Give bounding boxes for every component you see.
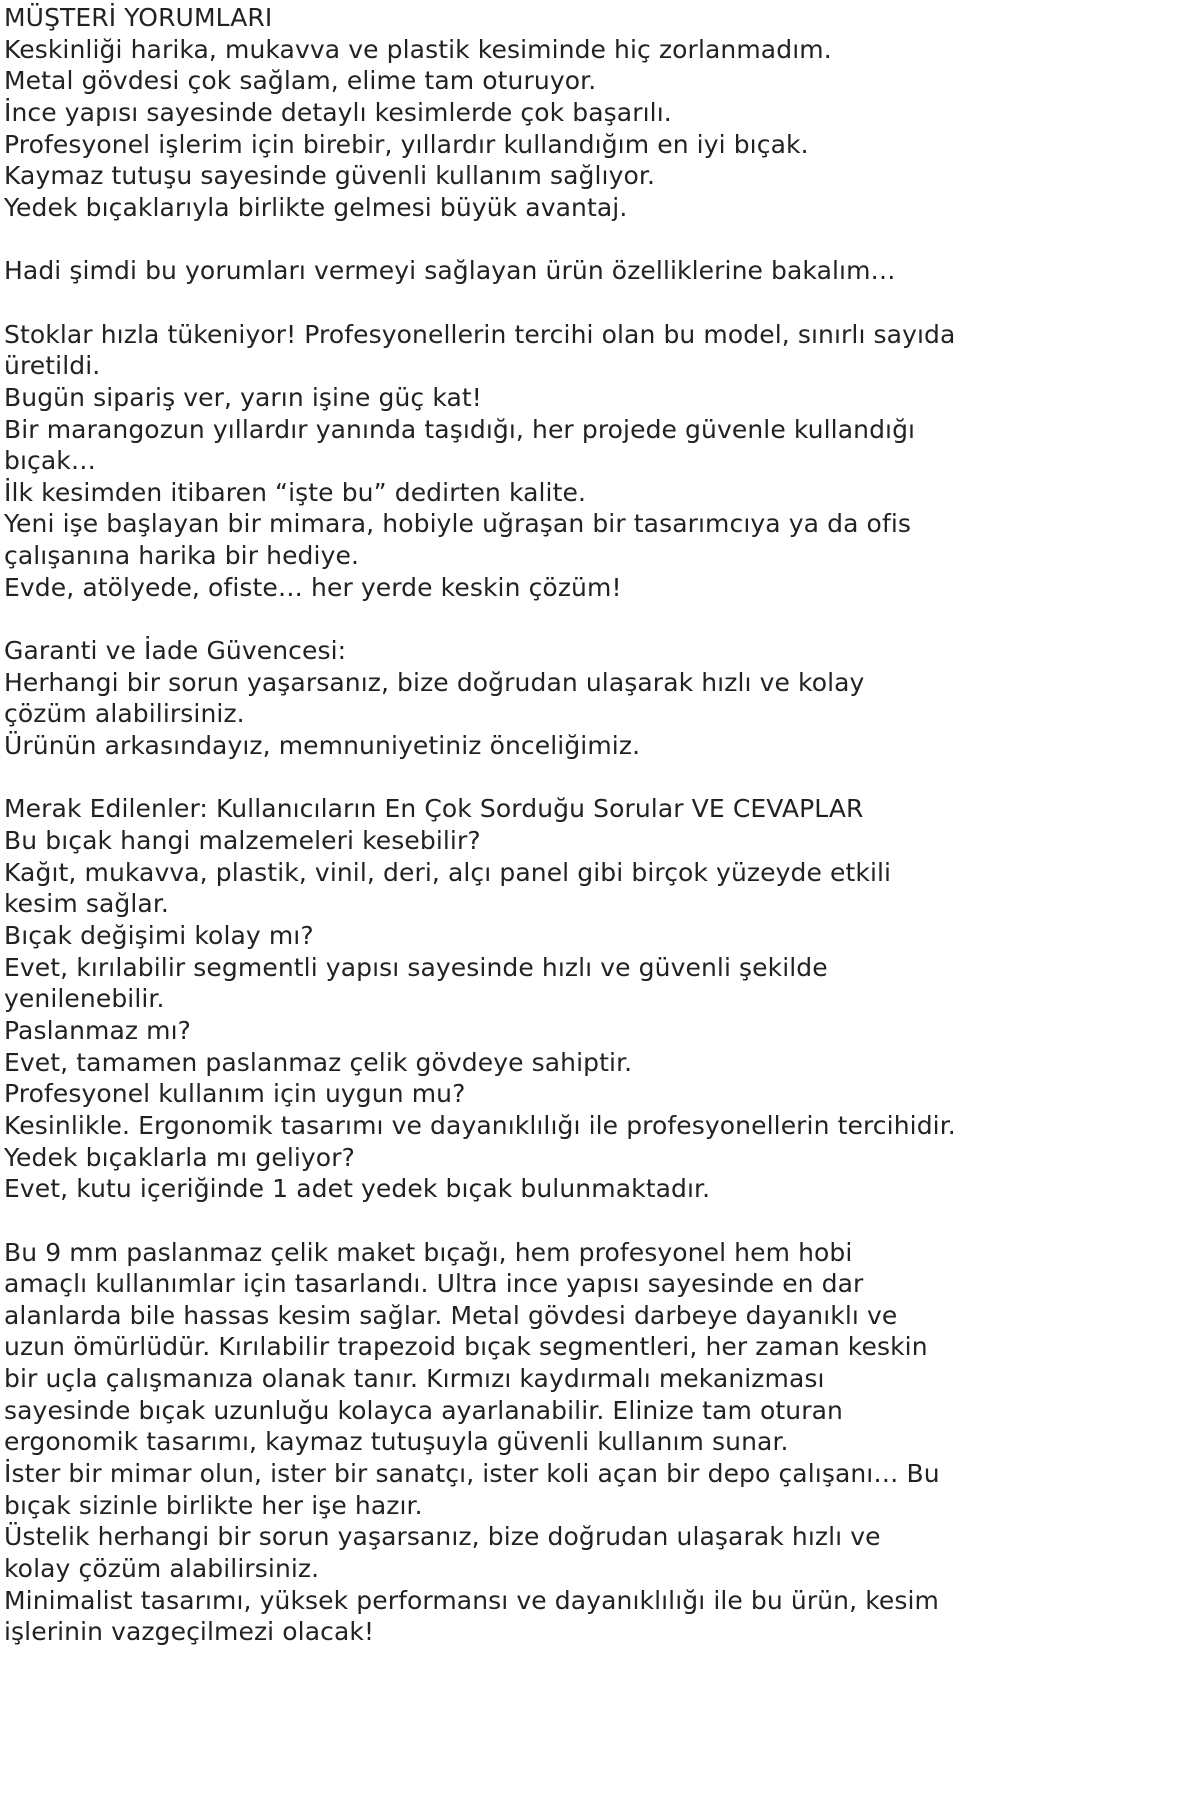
text-line: Evde, atölyede, ofiste… her yerde keskin çözüm! — [4, 572, 622, 602]
text-line: Bir marangozun yıllardır yanında taşıdığı, her projede güvenle kullandığı — [4, 414, 916, 444]
text-line: Minimalist tasarımı, yüksek performansı ve dayanıklılığı ile bu ürün, kesim — [4, 1585, 939, 1615]
text-line: Profesyonel işlerim için birebir, yıllardır kullandığım en iyi bıçak. — [4, 129, 809, 159]
text-line: Kesinlikle. Ergonomik tasarımı ve dayanıklılığı ile profesyonellerin tercihidir. — [4, 1110, 956, 1140]
section-customer-reviews — [4, 2, 1190, 224]
text-line: Metal gövdesi çok sağlam, elime tam oturuyor. — [4, 66, 597, 96]
text-line: Yeni işe başlayan bir mimara, hobiyle uğraşan bir tasarımcıya ya da ofis — [4, 509, 912, 539]
text-line: Keskinliği harika, mukavva ve plastik kesiminde hiç zorlanmadım. — [4, 34, 832, 64]
text-line: kolay çözüm alabilirsiniz. — [4, 1554, 320, 1584]
text-line: İster bir mimar olun, ister bir sanatçı, ister koli açan bir depo çalışanı… Bu — [4, 1459, 940, 1489]
text-line: Evet, tamamen paslanmaz çelik gövdeye sahiptir. — [4, 1047, 633, 1077]
text-line: Merak Edilenler: Kullanıcıların En Çok Sorduğu Sorular VE CEVAPLAR — [4, 794, 864, 824]
text-line: Bu bıçak hangi malzemeleri kesebilir? — [4, 826, 481, 855]
text-line: Hadi şimdi bu yorumları vermeyi sağlayan ürün özelliklerine bakalım… — [4, 256, 896, 286]
text-line: kesim sağlar. — [4, 889, 169, 919]
text-line: işlerinin vazgeçilmezi olacak! — [4, 1617, 375, 1647]
text-line: Paslanmaz mı? — [4, 1015, 192, 1045]
text-line: alanlarda bile hassas kesim sağlar. Metal gövdesi darbeye dayanıklı ve — [4, 1300, 898, 1330]
text-line: İnce yapısı sayesinde detaylı kesimlerde çok başarılı. — [4, 97, 672, 127]
section-product-details — [4, 1237, 1190, 1649]
text-line: ergonomik tasarımı, kaymaz tutuşuyla güvenli kullanım sunar. — [4, 1427, 789, 1457]
text-line: Yedek bıçaklarla mı geliyor? — [4, 1142, 355, 1172]
text-line: Üstelik herhangi bir sorun yaşarsanız, bize doğrudan ulaşarak hızlı ve — [4, 1522, 881, 1552]
text-line: Yedek bıçaklarıyla birlikte gelmesi büyük avantaj. — [4, 192, 628, 222]
text-line: uzun ömürlüdür. Kırılabilir trapezoid bıçak segmentleri, her zaman keskin — [4, 1332, 928, 1362]
text-line: MÜŞTERİ YORUMLARI — [4, 3, 273, 32]
text-line: bıçak… — [4, 446, 96, 476]
text-line: bir uçla çalışmanıza olanak tanır. Kırmızı kaydırmalı mekanizması — [4, 1364, 825, 1394]
section-warranty — [4, 635, 1190, 762]
section-faq — [4, 793, 1190, 1205]
text-line: yenilenebilir. — [4, 984, 165, 1014]
section-product-pitch — [4, 319, 1190, 604]
text-line: Evet, kutu içeriğinde 1 adet yedek bıçak bulunmaktadır. — [4, 1174, 711, 1204]
text-line: üretildi. — [4, 351, 101, 381]
text-line: bıçak sizinle birlikte her işe hazır. — [4, 1490, 423, 1520]
text-line: Ürünün arkasındayız, memnuniyetiniz önceliğimiz. — [4, 731, 641, 761]
text-line: Garanti ve İade Güvencesi: — [4, 636, 347, 666]
text-line: Kağıt, mukavva, plastik, vinil, deri, alçı panel gibi birçok yüzeyde etkili — [4, 857, 892, 887]
text-line: Herhangi bir sorun yaşarsanız, bize doğrudan ulaşarak hızlı ve kolay — [4, 667, 865, 697]
text-line: Stoklar hızla tükeniyor! Profesyonellerin tercihi olan bu model, sınırlı sayıda — [4, 319, 956, 349]
text-line: Evet, kırılabilir segmentli yapısı sayesinde hızlı ve güvenli şekilde — [4, 952, 828, 982]
section-transition — [4, 255, 1190, 287]
text-line: Bu 9 mm paslanmaz çelik maket bıçağı, hem profesyonel hem hobi — [4, 1237, 853, 1267]
text-line: çalışanına harika bir hediye. — [4, 541, 359, 571]
text-line: sayesinde bıçak uzunluğu kolayca ayarlanabilir. Elinize tam oturan — [4, 1395, 843, 1425]
text-line: İlk kesimden itibaren “işte bu” dedirten kalite. — [4, 477, 587, 507]
text-line: amaçlı kullanımlar için tasarlandı. Ultra ince yapısı sayesinde en dar — [4, 1269, 864, 1299]
text-line: Bıçak değişimi kolay mı? — [4, 920, 314, 950]
text-line: Bugün sipariş ver, yarın işine güç kat! — [4, 382, 482, 412]
text-line: Kaymaz tutuşu sayesinde güvenli kullanım sağlıyor. — [4, 161, 656, 191]
text-line: çözüm alabilirsiniz. — [4, 699, 245, 729]
text-line: Profesyonel kullanım için uygun mu? — [4, 1079, 466, 1109]
